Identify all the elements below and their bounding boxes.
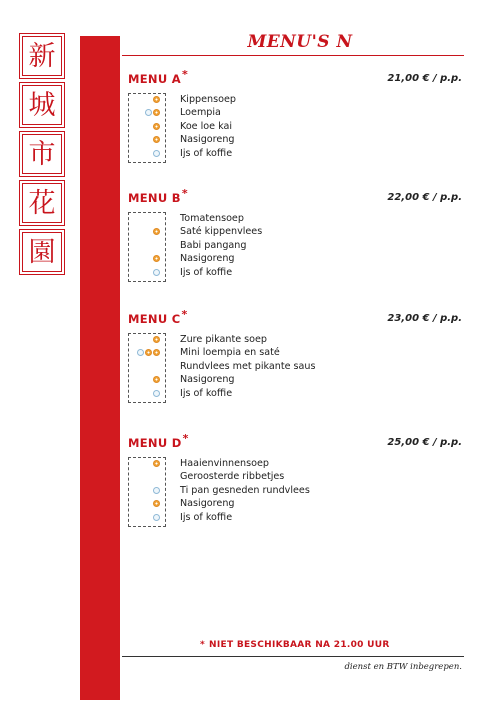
mild-dot-icon	[153, 269, 160, 276]
dish-name: Tomatensoep	[180, 213, 244, 224]
star-icon: *	[181, 68, 189, 81]
dish-list	[128, 213, 462, 280]
dish-name: Nasigoreng	[180, 374, 235, 386]
spicy-dot-icon	[145, 349, 152, 356]
dish-name: Rundvlees met pikante saus	[180, 360, 316, 372]
list-item	[128, 471, 462, 484]
dish-icons	[153, 390, 160, 397]
list-item	[128, 374, 462, 387]
list-item	[128, 253, 462, 266]
stamp-character: 市	[28, 138, 56, 170]
dish-name: Loempia	[180, 107, 221, 119]
availability-text: NIET BESCHIKBAAR NA 21.00 UUR	[209, 640, 390, 650]
menu-section	[128, 68, 462, 161]
dish-icons	[153, 255, 160, 262]
list-item	[128, 334, 462, 347]
star-icon: *	[181, 308, 188, 321]
menu-section	[128, 308, 462, 401]
decorative-red-band	[80, 36, 120, 700]
dish-icons	[153, 269, 160, 276]
menu-name-text: MENU A	[128, 72, 181, 86]
list-item	[128, 361, 462, 374]
dish-name: Ijs of koffie	[180, 147, 233, 159]
list-item	[128, 107, 462, 120]
dish-name: Ti pan gesneden rundvlees	[180, 484, 310, 496]
dish-icons	[153, 228, 160, 235]
title-divider	[122, 55, 464, 56]
mild-dot-icon	[153, 150, 160, 157]
dish-icons	[153, 136, 160, 143]
dish-name: Haaienvinnensoep	[180, 458, 269, 469]
spicy-dot-icon	[153, 109, 160, 116]
spicy-dot-icon	[153, 96, 160, 103]
menu-name-text: MENU C	[128, 312, 181, 326]
spicy-dot-icon	[153, 228, 160, 235]
list-item	[128, 498, 462, 511]
dish-list	[128, 334, 462, 401]
dish-name: Saté kippenvlees	[180, 226, 263, 238]
spicy-dot-icon	[153, 376, 160, 383]
menu-name-text: MENU B	[128, 191, 181, 205]
dish-name: Geroosterde ribbetjes	[180, 471, 285, 483]
menu-name	[128, 187, 188, 205]
mild-dot-icon	[153, 390, 160, 397]
dish-name: Koe loe kai	[180, 120, 233, 132]
list-item	[128, 267, 462, 280]
dish-icons	[137, 349, 160, 356]
spicy-dot-icon	[153, 136, 160, 143]
menu-header	[128, 68, 462, 94]
stamp-character: 城	[28, 89, 56, 121]
list-item	[128, 148, 462, 161]
mild-dot-icon	[153, 514, 160, 521]
list-item	[128, 388, 462, 401]
dish-icons	[153, 460, 160, 467]
spicy-dot-icon	[153, 500, 160, 507]
menu-price: 23,00 € / p.p.	[387, 313, 462, 324]
list-item	[128, 134, 462, 147]
menu-name-text: MENU D	[128, 436, 182, 450]
dish-icons	[153, 514, 160, 521]
menu-header	[128, 432, 462, 458]
dish-name: Ijs of koffie	[180, 387, 233, 399]
menu-price: 21,00 € / p.p.	[387, 73, 462, 84]
menu-price: 25,00 € / p.p.	[387, 437, 462, 448]
spicy-dot-icon	[153, 460, 160, 467]
star-icon: *	[181, 187, 188, 200]
service-note: dienst en BTW inbegrepen.	[344, 662, 462, 672]
page-title: MENU'S N	[247, 32, 353, 52]
menu-section	[128, 187, 462, 280]
menu-name	[128, 432, 189, 450]
logo-stamp	[22, 232, 62, 272]
list-item	[128, 347, 462, 360]
availability-note	[200, 640, 390, 650]
logo-stamp	[22, 183, 62, 223]
dish-name: Ijs of koffie	[180, 266, 233, 278]
logo-stamp	[22, 85, 62, 125]
dish-icons	[153, 123, 160, 130]
list-item	[128, 121, 462, 134]
spicy-dot-icon	[153, 336, 160, 343]
mild-dot-icon	[137, 349, 144, 356]
dish-name: Nasigoreng	[180, 253, 235, 265]
menu-name	[128, 68, 189, 86]
menu-name	[128, 308, 188, 326]
dish-name: Babi pangang	[180, 239, 247, 251]
dish-icons	[145, 109, 160, 116]
dish-list	[128, 94, 462, 161]
mild-dot-icon	[145, 109, 152, 116]
menu-price: 22,00 € / p.p.	[387, 192, 462, 203]
stamp-character: 花	[28, 187, 56, 219]
list-item	[128, 485, 462, 498]
stamp-character: 新	[28, 40, 56, 72]
dish-icons	[153, 336, 160, 343]
logo-stamp	[22, 36, 62, 76]
spicy-dot-icon	[153, 255, 160, 262]
spicy-dot-icon	[153, 123, 160, 130]
mild-dot-icon	[153, 487, 160, 494]
list-item	[128, 94, 462, 107]
dish-icons	[153, 500, 160, 507]
menu-header	[128, 308, 462, 334]
star-icon: *	[200, 640, 206, 650]
dish-list	[128, 458, 462, 525]
list-item	[128, 240, 462, 253]
stamp-character: 園	[28, 236, 56, 268]
menu-header	[128, 187, 462, 213]
list-item	[128, 458, 462, 471]
footer-divider	[122, 656, 464, 657]
dish-name: Kippensoep	[180, 94, 236, 105]
star-icon: *	[182, 432, 189, 445]
dish-icons	[153, 487, 160, 494]
logo-stamp	[22, 134, 62, 174]
dish-name: Mini loempia en saté	[180, 347, 280, 359]
dish-name: Nasigoreng	[180, 134, 235, 146]
dish-name: Ijs of koffie	[180, 511, 233, 523]
dish-icons	[153, 376, 160, 383]
dish-icons	[153, 96, 160, 103]
dish-name: Nasigoreng	[180, 498, 235, 510]
dish-icons	[153, 150, 160, 157]
spicy-dot-icon	[153, 349, 160, 356]
list-item	[128, 213, 462, 226]
list-item	[128, 512, 462, 525]
menu-section	[128, 432, 462, 525]
list-item	[128, 226, 462, 239]
dish-name: Zure pikante soep	[180, 334, 268, 345]
logo-stamps	[22, 36, 64, 281]
